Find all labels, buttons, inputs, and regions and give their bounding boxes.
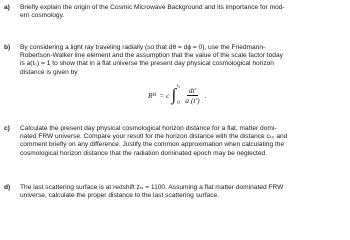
fraction-denominator: a (t′) (185, 95, 200, 105)
text-line: Calculate the present day physical cosmological horizon distance for a flat, matter domi- (20, 125, 277, 132)
text-line: is a(t₀) = 1 to show that in a flat universe the present day physical cosmological horizon (20, 60, 274, 68)
equation-lhs-subscript: H (152, 92, 157, 98)
question-label: d) (4, 184, 11, 191)
question-text (20, 184, 340, 200)
text-line: The last scattering surface is at redshift zₗₛ = 1100. Assuming a flat matter dominated FRW (20, 184, 284, 191)
text-line: universe, calculate the proper distance to the last scattering surface. (20, 192, 220, 200)
lower-limit: 0 (177, 101, 180, 106)
text-line: Robertson-Walker line element and the assumption that the value of the scale factor today (20, 52, 283, 60)
horizon-distance-equation (148, 82, 207, 108)
integral-limits (177, 84, 180, 106)
text-line: cosmological horizon distance that the radiation dominated epoch may be neglected. (20, 149, 268, 157)
text-line: comment briefly on any difference. Justify the common approximation when calculating the (20, 141, 285, 149)
text-line: distance is given by (20, 68, 78, 76)
question-text (20, 4, 340, 20)
text-line: Briefly explain the origin of the Cosmic Microwave Background and its importance for mod- (20, 4, 285, 11)
question-label: b) (4, 44, 11, 51)
question-label: a) (4, 4, 10, 11)
question-label: c) (4, 125, 10, 132)
text-line: nated FRW universe. Compare your result for the horizon distance with the distance cₜ₀ and (20, 133, 288, 141)
equation-period: . (204, 90, 207, 100)
equation-lhs: R (148, 90, 153, 100)
question-b (4, 44, 340, 77)
question-text (20, 44, 340, 77)
question-d (4, 184, 340, 200)
question-c (4, 125, 340, 158)
integrand-fraction (183, 86, 201, 105)
upper-limit: t₀ (177, 84, 181, 89)
text-line: ern cosmology. (20, 12, 65, 20)
text-line: By considering a light ray traveling radially (so that dθ = dϕ = 0), use the Friedmann- (20, 44, 266, 51)
equation-equals: = c (159, 90, 170, 100)
question-text (20, 125, 340, 158)
question-a (4, 4, 340, 20)
integral-sign: ∫ (171, 84, 177, 104)
fraction-numerator: dt′ (188, 85, 197, 95)
